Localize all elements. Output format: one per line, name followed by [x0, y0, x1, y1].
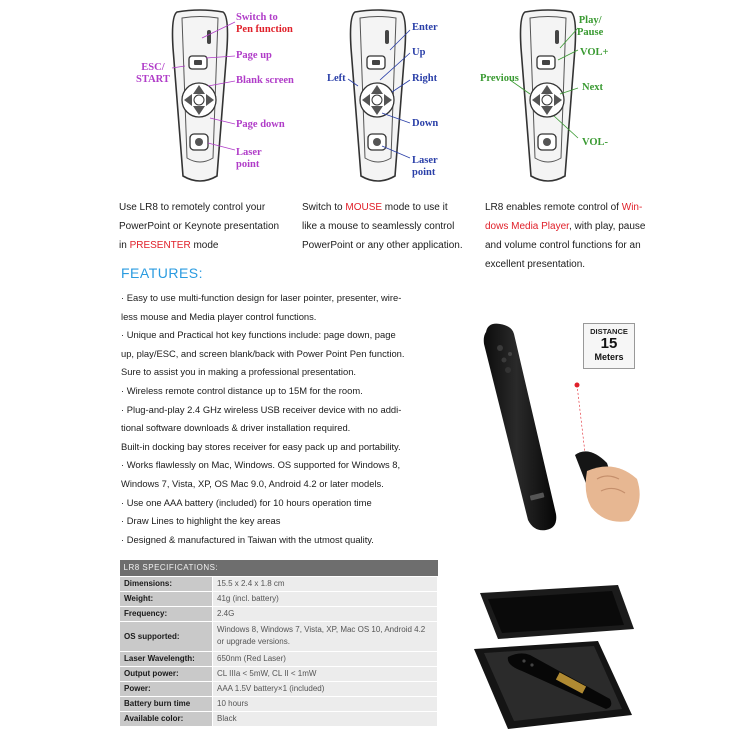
pen-switch-callout	[236, 12, 293, 36]
table-row	[120, 621, 438, 651]
features-title: FEATURES:	[121, 265, 204, 281]
feature-line: less mouse and Media player control functions.	[121, 310, 317, 322]
spec-key: Frequency:	[120, 606, 213, 621]
mouse-desc-line1	[302, 198, 463, 217]
presenter-desc-pre: in	[119, 240, 130, 251]
esc-start-callout	[136, 62, 170, 86]
table-row	[120, 606, 438, 621]
specifications-header-row	[120, 560, 438, 576]
vol-up-callout: VOL+	[580, 47, 609, 58]
media-player-highlight-2: dows Media Player	[485, 221, 569, 232]
distance-label: DISTANCE	[590, 327, 628, 336]
pause-line: Pause	[577, 27, 604, 38]
start-line: START	[136, 74, 170, 85]
spec-value: 10 hours	[213, 696, 438, 711]
feature-line: · Works flawlessly on Mac, Windows. OS supported for Windows 8,	[121, 459, 401, 471]
media-desc-line3: and volume control functions for an	[485, 240, 641, 251]
pen-switch-line2: Pen function	[236, 24, 293, 35]
spec-value: Black	[213, 711, 438, 726]
feature-line: Built-in docking bay stores receiver for easy pack up and portability.	[121, 440, 401, 452]
feature-line: up, play/ESC, and screen blank/back with Power Point Pen function.	[121, 347, 405, 359]
mouse-mode-highlight: MOUSE	[345, 202, 383, 213]
laser-line: Laser	[236, 147, 262, 158]
mouse-desc-line3: PowerPoint or any other application.	[302, 240, 463, 251]
table-row	[120, 696, 438, 711]
media-player-highlight-1: Win-	[621, 202, 643, 213]
media-description	[485, 198, 645, 274]
presenter-description	[119, 198, 279, 255]
table-row	[120, 681, 438, 696]
feature-line: Windows 7, Vista, XP, OS Mac 9.0, Android 4.2 or later models.	[121, 477, 384, 489]
presenter-desc-post: mode	[190, 240, 219, 251]
feature-line: · Plug-and-play 2.4 GHz wireless USB receiver device with no addi-	[121, 403, 402, 415]
distance-unit: Meters	[594, 352, 624, 362]
right-callout: Right	[412, 73, 438, 84]
media-desc-line2	[485, 217, 645, 236]
spec-key: Output power:	[120, 666, 213, 681]
spec-value: 41g (incl. battery)	[213, 591, 438, 606]
mouse-description	[302, 198, 463, 255]
presenter-desc-line1: Use LR8 to remotely control your	[119, 202, 266, 213]
play-pause-callout	[577, 15, 603, 39]
distance-value: 15	[600, 335, 618, 352]
feature-line: · Wireless remote control distance up to 15M for the room.	[121, 384, 363, 396]
up-callout: Up	[412, 47, 426, 58]
feature-line: Sure to assist you in making a professional presentation.	[121, 366, 357, 378]
feature-line: tional software downloads & driver installation required.	[121, 422, 351, 434]
laser-point-callout-2	[412, 155, 438, 179]
presenter-mode-highlight: PRESENTER	[129, 240, 191, 251]
down-callout: Down	[412, 118, 439, 129]
point-line: point	[236, 159, 260, 170]
table-row	[120, 591, 438, 606]
spec-key: Weight:	[120, 591, 213, 606]
spec-key: Battery burn time	[120, 696, 213, 711]
page-up-callout: Page up	[236, 50, 272, 61]
spec-key: Power:	[120, 681, 213, 696]
feature-line: · Use one AAA battery (included) for 10 hours operation time	[121, 496, 372, 508]
enter-callout: Enter	[412, 22, 438, 33]
spec-key: Available color:	[120, 711, 213, 726]
hand-laser-photo	[545, 375, 645, 525]
specifications-table	[119, 560, 438, 727]
spec-key: OS supported:	[120, 621, 213, 651]
table-row	[120, 576, 438, 591]
feature-line: · Unique and Practical hot key functions include: page down, page	[121, 329, 396, 341]
feature-line: · Designed & manufactured in Taiwan with the utmost quality.	[121, 533, 374, 545]
play-line: Play/	[578, 15, 602, 26]
specifications-title: LR8 SPECIFICATIONS:	[120, 560, 438, 576]
features-list	[121, 289, 456, 549]
media-desc-line4: excellent presentation.	[485, 259, 586, 270]
table-row	[120, 666, 438, 681]
distance-badge	[583, 323, 635, 369]
feature-line: · Draw Lines to highlight the key areas	[121, 515, 281, 527]
laser-line-2: Laser	[412, 155, 438, 166]
spec-value: AAA 1.5V battery×1 (included)	[213, 681, 438, 696]
mouse-desc-pre: Switch to	[302, 202, 346, 213]
spec-value: CL IIIa < 5mW, CL II < 1mW	[213, 666, 438, 681]
next-callout: Next	[582, 82, 603, 93]
spec-value: 2.4G	[213, 606, 438, 621]
point-line-2: point	[412, 167, 436, 178]
page-down-callout: Page down	[236, 119, 285, 130]
spec-key: Dimensions:	[120, 576, 213, 591]
table-row	[120, 651, 438, 666]
spec-value: Windows 8, Windows 7, Vista, XP, Mac OS 10, Android 4.2 or upgrade versions.	[213, 621, 438, 651]
mouse-desc-line2: like a mouse to seamlessly control	[302, 221, 455, 232]
pen-switch-line1: Switch to	[236, 12, 278, 23]
table-row	[120, 711, 438, 726]
spec-value: 650nm (Red Laser)	[213, 651, 438, 666]
presenter-desc-line2: PowerPoint or Keynote presentation	[119, 221, 280, 232]
gift-box-photo	[468, 583, 638, 733]
left-callout: Left	[327, 73, 346, 84]
esc-line: ESC/	[141, 62, 165, 73]
media-desc-line2-post: , with play, pause	[568, 221, 646, 232]
spec-value: 15.5 x 2.4 x 1.8 cm	[213, 576, 438, 591]
previous-callout: Previous	[480, 73, 519, 84]
feature-line: · Easy to use multi-function design for laser pointer, presenter, wire-	[121, 292, 402, 303]
media-desc-pre: LR8 enables remote control of	[485, 202, 622, 213]
presenter-desc-line3	[119, 236, 279, 255]
mouse-desc-post: mode to use it	[382, 202, 448, 213]
media-desc-line1	[485, 198, 645, 217]
laser-point-callout-1	[236, 147, 262, 171]
blank-screen-callout: Blank screen	[236, 75, 294, 86]
spec-key: Laser Wavelength:	[120, 651, 213, 666]
vol-down-callout: VOL-	[582, 137, 609, 148]
